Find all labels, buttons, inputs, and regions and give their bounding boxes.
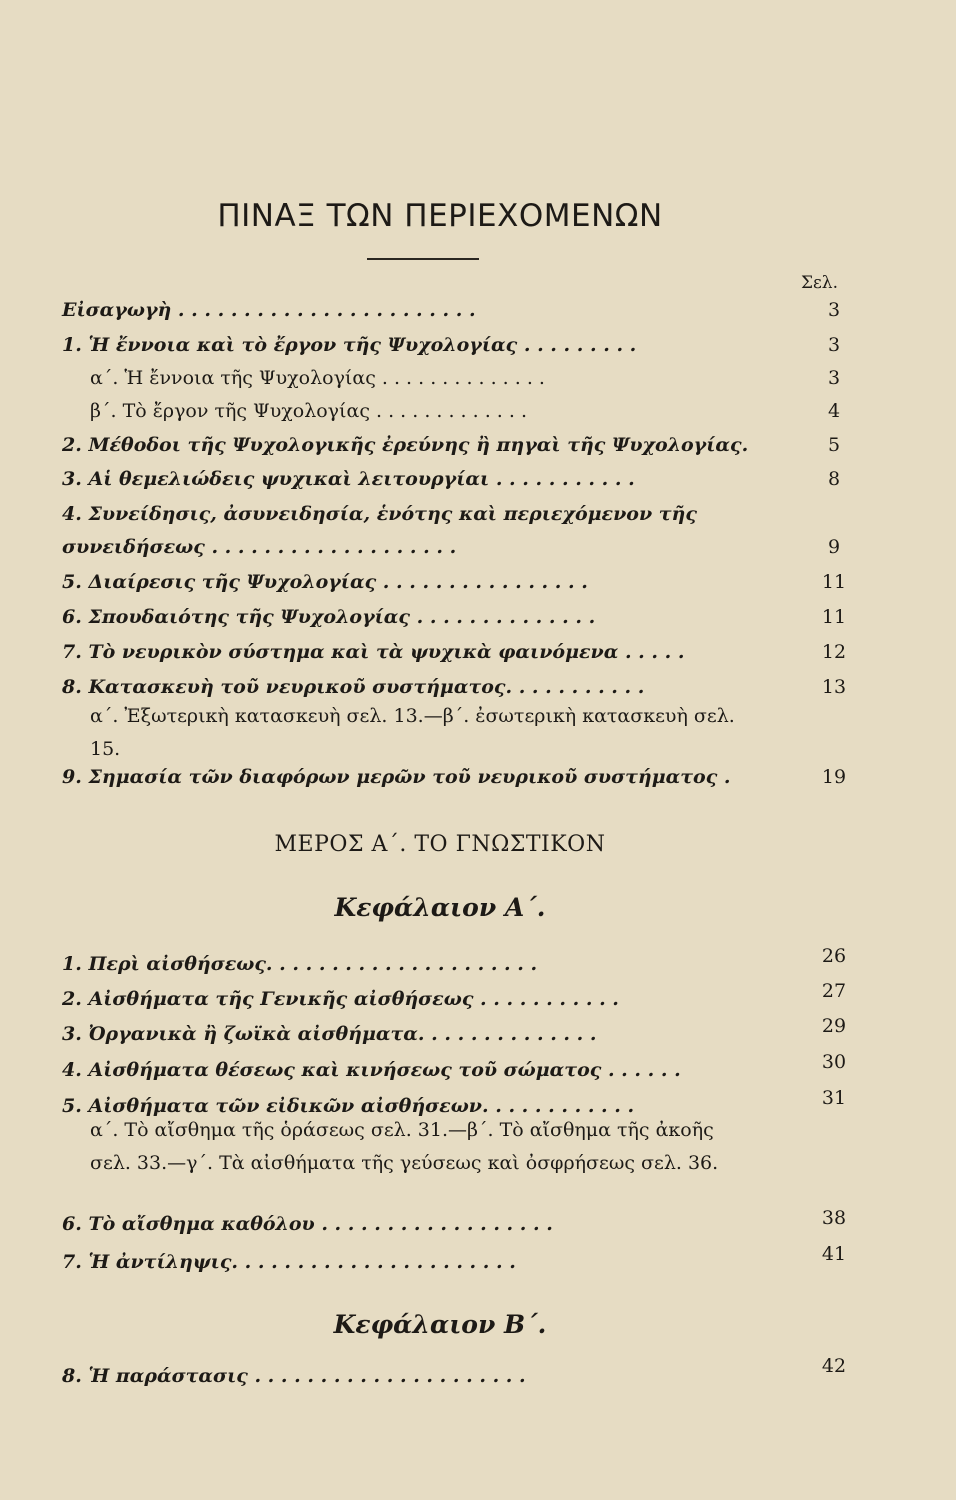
toc-entry <box>62 500 956 528</box>
toc-entry <box>62 397 956 425</box>
toc-entry-text: Εἰσαγωγὴ . . . . . . . . . . . . . . . . . . . . . . . <box>62 299 476 321</box>
toc-entry-text: 8. Ἡ παράστασις . . . . . . . . . . . . . . . . . . . . . <box>62 1365 526 1387</box>
toc-entry-page: 9 <box>827 536 841 558</box>
toc-entry <box>62 465 956 493</box>
toc-entry-page: 27 <box>821 980 847 1002</box>
toc-entry <box>62 431 956 459</box>
toc-entry-page: 3 <box>827 299 841 321</box>
toc-entry-text: β΄. Τὸ ἔργον τῆς Ψυχολογίας . . . . . . . . . . . . . <box>90 400 527 422</box>
toc-entry <box>62 763 956 791</box>
toc-entry-page: 5 <box>827 434 841 456</box>
toc-entry <box>62 1207 956 1238</box>
toc-entry-page: 30 <box>821 1051 847 1073</box>
toc-entry-page: 42 <box>821 1355 847 1377</box>
toc-entry-page: 41 <box>821 1243 847 1265</box>
title-divider <box>367 258 479 260</box>
toc-entry-page: 3 <box>827 334 841 356</box>
toc-entry <box>62 533 956 561</box>
toc-entry-page: 19 <box>821 766 847 788</box>
toc-entry-text: 6. Τὸ αἴσθημα καθόλου . . . . . . . . . . . . . . . . . . <box>62 1213 553 1235</box>
page-title: ΠΙΝΑΞ ΤΩΝ ΠΕΡΙΕΧΟΜΕΝΩΝ <box>217 198 663 234</box>
toc-entry <box>62 1243 956 1276</box>
toc-entry-page: 8 <box>827 468 841 490</box>
toc-entry <box>62 945 956 978</box>
toc-entry-text: α΄. Ἡ ἔννοια τῆς Ψυχολογίας . . . . . . . . . . . . . . <box>90 367 545 389</box>
toc-entry-page: 31 <box>821 1087 847 1109</box>
chapter-heading: Κεφάλαιον Β΄. <box>333 1310 547 1339</box>
toc-entry-page: 11 <box>821 606 847 628</box>
toc-entry-text: 1. Ἡ ἔννοια καὶ τὸ ἔργον τῆς Ψυχολογίας . . . . . . . . . <box>62 334 637 356</box>
page-column-label: Σελ. <box>800 273 838 293</box>
toc-entry-page: 38 <box>821 1207 847 1229</box>
toc-entry <box>62 603 956 631</box>
toc-entry-page: 3 <box>827 367 841 389</box>
toc-subsection-note: α΄. Τὸ αἴσθημα τῆς ὁράσεως σελ. 31.—β΄. Τὸ αἴσθημα τῆς ἀκοῆς σελ. 33.—γ΄. Τὰ αἰσθήματα τῆς γεύσεως καὶ ὀσφρήσεως σελ. 36. <box>90 1119 719 1174</box>
toc-entry <box>62 980 956 1013</box>
chapter-heading: Κεφάλαιον Α΄. <box>334 893 546 922</box>
toc-entry <box>62 1051 956 1084</box>
toc-entry-text: 7. Τὸ νευρικὸν σύστημα καὶ τὰ ψυχικὰ φαινόμενα . . . . . <box>62 641 685 663</box>
toc-entry-text: 6. Σπουδαιότης τῆς Ψυχολογίας . . . . . . . . . . . . . . <box>62 606 596 628</box>
toc-entry-text: 5. Διαίρεσις τῆς Ψυχολογίας . . . . . . . . . . . . . . . . <box>62 571 588 593</box>
toc-entry-page: 11 <box>821 571 847 593</box>
toc-entry-text: 4. Αἰσθήματα θέσεως καὶ κινήσεως τοῦ σώματος . . . . . . <box>62 1059 681 1081</box>
toc-entry-page: 13 <box>821 676 847 698</box>
toc-entry <box>62 364 956 392</box>
toc-entry <box>62 638 956 666</box>
toc-entry-text: 3. Ὀργανικὰ ἢ ζωϊκὰ αἰσθήματα. . . . . . . . . . . . . . <box>62 1023 597 1045</box>
toc-entry-page: 4 <box>827 400 841 422</box>
toc-entry-text: 1. Περὶ αἰσθήσεως. . . . . . . . . . . . . . . . . . . . . <box>62 953 538 975</box>
toc-entry-text: 3. Αἱ θεμελιώδεις ψυχικαὶ λειτουργίαι . . . . . . . . . . . <box>62 468 635 490</box>
toc-entry-text: 2. Αἰσθήματα τῆς Γενικῆς αἰσθήσεως . . . . . . . . . . . <box>62 988 619 1010</box>
toc-entry-text: 4. Συνείδησις, ἀσυνειδησία, ἑνότης καὶ περιεχόμενον τῆς <box>62 503 697 525</box>
toc-entry-text: 2. Μέθοδοι τῆς Ψυχολογικῆς ἐρεύνης ἢ πηγαὶ τῆς Ψυχολογίας. <box>62 434 749 456</box>
part-heading: ΜΕΡΟΣ Α΄. ΤΟ ΓΝΩΣΤΙΚΟΝ <box>274 832 606 857</box>
toc-entry <box>62 296 956 324</box>
toc-entry-text: συνειδήσεως . . . . . . . . . . . . . . . . . . . <box>62 536 457 558</box>
toc-entry <box>62 1355 956 1390</box>
toc-entry <box>62 568 956 596</box>
toc-entry-page: 12 <box>821 641 847 663</box>
toc-entry-text: 7. Ἡ ἀντίληψις. . . . . . . . . . . . . . . . . . . . . . <box>62 1251 516 1273</box>
toc-entry-text: 5. Αἰσθήματα τῶν εἰδικῶν αἰσθήσεων. . . . . . . . . . . . <box>62 1095 635 1117</box>
toc-entry <box>62 331 956 359</box>
toc-subsection-note: α΄. Ἐξωτερικὴ κατασκευὴ σελ. 13.—β΄. ἐσωτερικὴ κατασκευὴ σελ. 15. <box>90 705 735 760</box>
toc-entry-text: 9. Σημασία τῶν διαφόρων μερῶν τοῦ νευρικοῦ συστήματος . <box>62 766 731 788</box>
toc-entry <box>62 1015 956 1048</box>
toc-entry-page: 29 <box>821 1015 847 1037</box>
toc-entry <box>62 673 956 701</box>
toc-entry-text: 8. Κατασκευὴ τοῦ νευρικοῦ συστήματος. . . . . . . . . . . <box>62 676 645 698</box>
toc-entry-page: 26 <box>821 945 847 967</box>
